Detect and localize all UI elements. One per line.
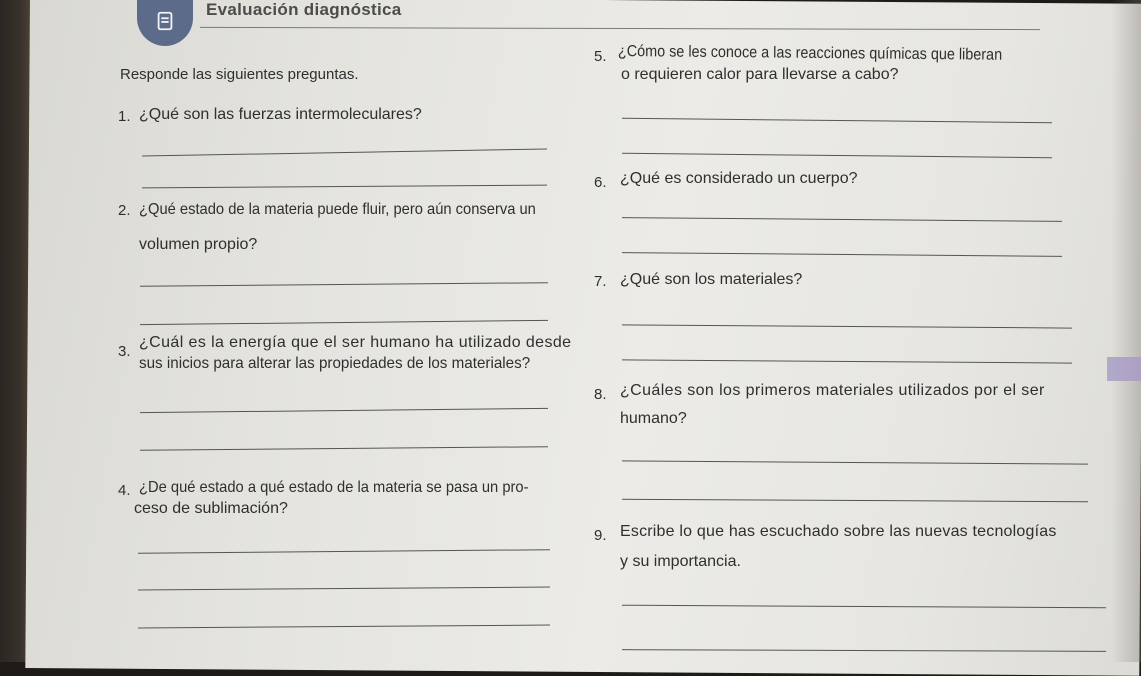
question-3-number: 3. [118, 343, 131, 360]
question-5-number: 5. [594, 48, 607, 65]
page-shadow [1111, 0, 1141, 662]
question-4-line-1: ¿De qué estado a qué estado de la materia se pasa un pro- [139, 479, 529, 496]
question-9-line-1: Escribe lo que has escuchado sobre las nuevas tecnologías [620, 523, 1057, 540]
question-2-line-1: ¿Qué estado de la materia puede fluir, pero aún conserva un [139, 201, 536, 218]
question-1-number: 1. [118, 108, 131, 125]
question-8-line-2: humano? [620, 410, 687, 427]
page-title: Evaluación diagnóstica [206, 0, 402, 19]
question-8-line-1: ¿Cuáles son los primeros materiales utilizados por el ser [620, 382, 1045, 399]
question-9-line-2: y su importancia. [620, 553, 741, 570]
question-4-number: 4. [118, 482, 131, 499]
question-2-line-2: volumen propio? [139, 236, 258, 253]
bookmark-strip [1107, 357, 1141, 381]
question-9-number: 9. [594, 527, 607, 544]
question-5-line-1: ¿Cómo se les conoce a las reacciones químicas que liberan [617, 43, 1003, 64]
question-3-line-1: ¿Cuál es la energía que el ser humano ha utilizado desde [139, 334, 572, 351]
question-6-number: 6. [594, 174, 607, 191]
question-1-text: ¿Qué son las fuerzas intermoleculares? [139, 106, 422, 123]
question-3-line-2: sus inicios para alterar las propiedades de los materiales? [139, 355, 531, 372]
question-6-text: ¿Qué es considerado un cuerpo? [620, 170, 858, 187]
instructions: Responde las siguientes preguntas. [120, 66, 359, 83]
question-5-line-2: o requieren calor para llevarse a cabo? [621, 66, 899, 83]
question-7-text: ¿Qué son los materiales? [620, 271, 803, 288]
document-icon [154, 10, 176, 37]
question-7-number: 7. [594, 273, 607, 290]
question-2-number: 2. [118, 202, 131, 219]
question-4-line-2: ceso de sublimación? [134, 500, 288, 517]
question-8-number: 8. [594, 386, 607, 403]
